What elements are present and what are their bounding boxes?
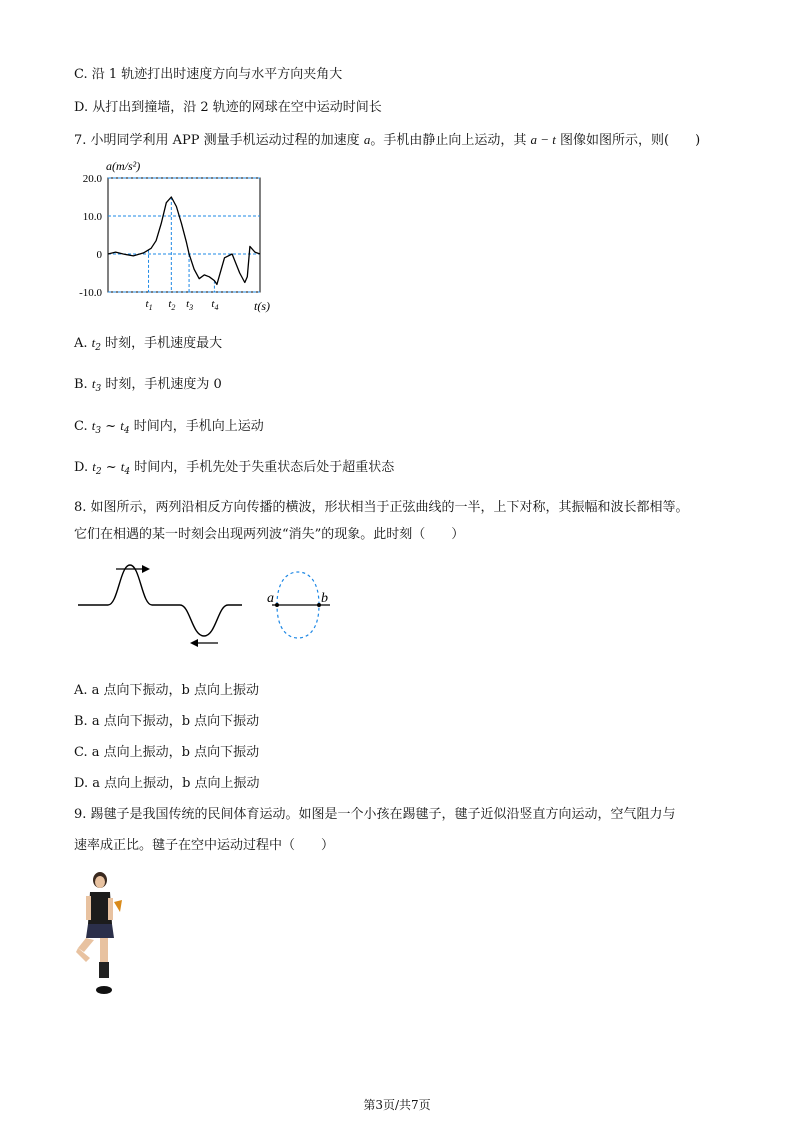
shuttlecock-kicking-photo bbox=[70, 866, 130, 1001]
q7-option-a: A. $t_2$ 时刻，手机速度最大 bbox=[74, 335, 223, 353]
x-tick-label-t3: $t_3$ bbox=[186, 298, 194, 312]
x-tick-label-t4: $t_4$ bbox=[211, 298, 219, 312]
y-axis-label: a(m/s²) bbox=[106, 159, 141, 173]
superposition-figure bbox=[267, 572, 330, 638]
x-axis-label: t(s) bbox=[254, 299, 270, 313]
x-tick-label-t1: $t_1$ bbox=[145, 298, 153, 312]
x-tick-label-t2: $t_2$ bbox=[168, 298, 176, 312]
q7-option-d: D. $t_2$ ~ $t_4$ 时间内，手机先处于失重状态后处于超重状态 bbox=[74, 459, 395, 477]
y-tick-label-0: 20.0 bbox=[82, 173, 102, 185]
point-b-label: b bbox=[321, 591, 328, 606]
q6-option-d: D. 从打出到撞墙，沿 2 轨迹的网球在空中运动时间长 bbox=[74, 100, 382, 115]
left-arrow-icon bbox=[190, 639, 218, 647]
q7-stem: 7. 小明同学利用 APP 测量手机运动过程的加速度 a。手机由静止向上运动，其 a − t 图像如图所示，则( ) bbox=[74, 132, 701, 148]
page-footer: 第3页/共7页 bbox=[363, 1098, 431, 1112]
q8-option-a: A. a 点向下振动，b 点向上振动 bbox=[74, 683, 259, 698]
q8-stem-line1: 8. 如图所示，两列沿相反方向传播的横波，形状相当于正弦曲线的一半，上下对称，其振幅和波长都相等。 bbox=[74, 500, 689, 515]
point-a-label: a bbox=[267, 591, 274, 606]
series-line bbox=[108, 197, 260, 284]
q7-option-b: B. $t_3$ 时刻，手机速度为 0 bbox=[74, 376, 222, 394]
q9-stem-line2: 速率成正比。毽子在空中运动过程中（ ） bbox=[74, 838, 335, 853]
q8-option-c: C. a 点向上振动，b 点向下振动 bbox=[74, 745, 260, 760]
q8-stem-line2: 它们在相遇的某一时刻会出现两列波“消失”的现象。此时刻（ ） bbox=[74, 527, 465, 542]
q7-acceleration-chart bbox=[60, 152, 280, 322]
y-tick-label-1: 10.0 bbox=[82, 211, 102, 223]
q7-option-c: C. $t_3$ ~ $t_4$ 时间内，手机向上运动 bbox=[74, 418, 264, 436]
q8-wave-figure bbox=[74, 560, 344, 655]
y-tick-label-2: 0 bbox=[96, 249, 102, 261]
q6-option-c: C. 沿 1 轨迹打出时速度方向与水平方向夹角大 bbox=[74, 67, 343, 82]
q9-stem-line1: 9. 踢毽子是我国传统的民间体育运动。如图是一个小孩在踢毽子，毽子近似沿竖直方向运动，空气阻力与 bbox=[74, 807, 676, 822]
q8-option-d: D. a 点向上振动，b 点向上振动 bbox=[74, 776, 260, 791]
left-pulses bbox=[78, 565, 242, 636]
q8-option-b: B. a 点向下振动，b 点向下振动 bbox=[74, 714, 260, 729]
y-tick-label-3: -10.0 bbox=[79, 287, 102, 299]
